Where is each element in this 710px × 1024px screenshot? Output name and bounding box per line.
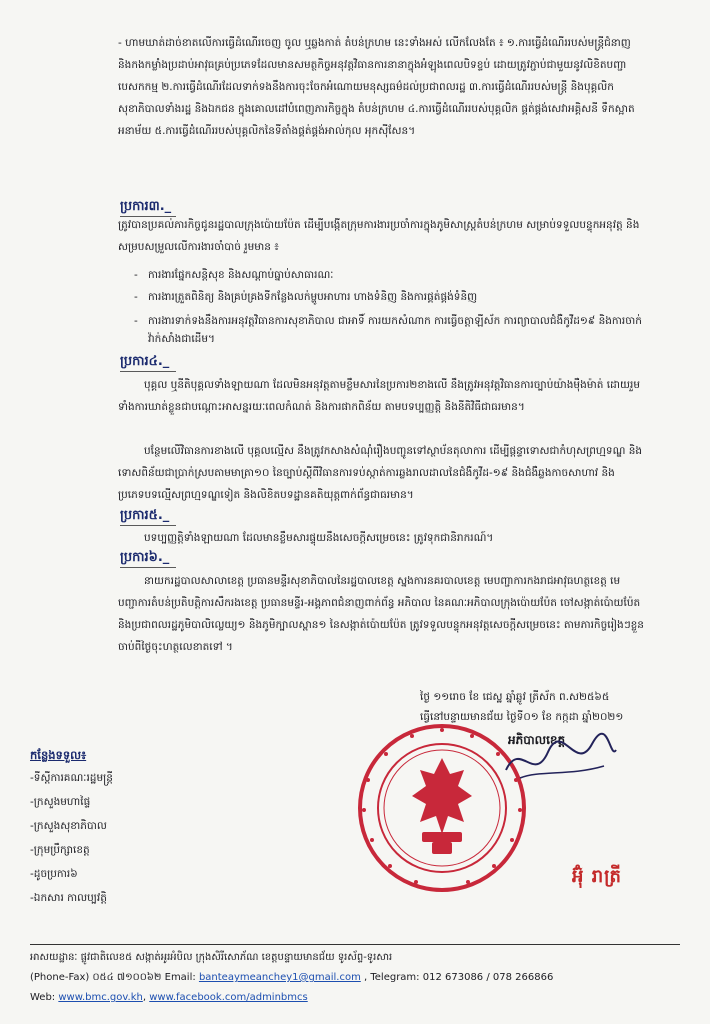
footer-separator: , (142, 992, 147, 1003)
date-solar: ធ្វើនៅបន្ទាយមានជ័យ ថ្ងៃទី០១ ខែ កក្កដា ឆ្នាំ២០២១ (420, 711, 624, 723)
footer-web-label: Web: (30, 992, 56, 1003)
bullet-item-2: - ការងារត្រួតពិនិត្យ និងគ្រប់គ្រងទីកន្លែងលក់ម្ហូបអាហារ ហាងទំនិញ និងការផ្គត់ផ្គង់ទំនិញ (148, 288, 650, 306)
footer-telegram: , Telegram: 012 673086 / 078 266866 (364, 972, 554, 983)
footer-address: អាសយដ្ឋានៈ ផ្លូវជាតិលេខ៥ សង្កាត់អូរអំបិល ក្រុងសិរីសោភ័ណ ខេត្តបន្ទាយមានជ័យ ទូរស័ព្ទ-ទូរសារ (30, 952, 393, 963)
footer-divider (30, 944, 680, 945)
cc-item: -ដូចប្រការ៦ (30, 868, 78, 880)
article-6-text: នាយករដ្ឋបាលសាលាខេត្ត ប្រធានមន្ទីរសុខាភិបាលនៃរដ្ឋបាលខេត្ត ស្នងការនគរបាលខេត្ត មេបញ្ជាការកងរាជអាវុធហត្ថខេត្ត មេបញ្ជាការតំបន់ប្រតិបត្តិការសឹករងខេត្ត ប្រធានមន្ទីរ-អង្គភាពជំនាញពាក់ព័ន្ធ អភិបាល នៃគណៈអភិបាលក្រុងប៉ោយប៉ែត ចៅសង្កាត់ប៉ោយប៉ែត និងប្រជាពលរដ្ឋភូមិបាលិល្លេយ្យ១ និងភូមិក្បាលស្ពាន១ នៃសង្កាត់ប៉ោយប៉ែត ត្រូវទទួលបន្ទុកអនុវត្តសេចក្តីសម្រេចនេះ តាមភារកិច្ចរៀងៗខ្លួន ចាប់ពីថ្ងៃចុះហត្ថលេខាតទៅ ។ (118, 575, 644, 653)
article-4-paragraph-2: បន្ថែមលើវិធានការខាងលើ បុគ្គលល្មើស នឹងត្រូវកសាងសំណុំរឿងបញ្ជូនទៅស្ថាប័នតុលាការ ដើម្បីផ្តន្ទាទោសជាកំហុសព្រហ្មទណ្ឌ និងទោសពិន័យជាប្រាក់ស្របតាមមាត្រា១០ នៃច្បាប់ស្តីពីវិធានការទប់ស្កាត់ការឆ្លងរាលដាលនៃជំងឺកូវីដ-១៩ និងជំងឺឆ្លងកាចសាហាវ និងប្រភេទបទល្មើសព្រហ្មទណ្ឌទៀត និងលិខិតបទដ្ឋានគតិយុត្តពាក់ព័ន្ធជាធរមាន។ (118, 445, 643, 501)
signature-mark (500, 730, 620, 790)
article-4-heading: ប្រការ៤._ (120, 354, 170, 369)
footer-facebook-link[interactable]: www.facebook.com/adminbmcs (149, 992, 308, 1003)
cc-item: -ក្រសួងមហាផ្ទៃ (30, 796, 91, 808)
cc-item: -ឯកសារ កាលប្បវត្តិ (30, 892, 107, 904)
footer-web (30, 990, 308, 1006)
article-5-heading: ប្រការ៥._ (120, 508, 170, 523)
cc-item: -ក្រុមប្រឹក្សាខេត្ត (30, 844, 90, 856)
article-6-underline (120, 567, 176, 568)
article-3-heading: ប្រការ៣._ (120, 199, 172, 214)
article-4-paragraph-1: បុគ្គល ឬនីតិបុគ្គលទាំងឡាយណា ដែលមិនអនុវត្តតាមខ្លឹមសារនៃប្រការ២ខាងលើ នឹងត្រូវអនុវត្តវិធានការច្បាប់យ៉ាងម៉ឺងម៉ាត់ ដោយរួមទាំងការឃាត់ខ្លួនជាបណ្តោះអាសន្នរយៈពេលកំណត់ និងការផាកពិន័យ តាមបទប្បញ្ញត្តិ និងនីតិវិធីជាធរមាន។ (118, 379, 641, 413)
article-6-heading: ប្រការ៦._ (120, 550, 170, 565)
cc-item: -ទីស្តីការគណៈរដ្ឋមន្ត្រី (30, 772, 113, 784)
article-4-underline (120, 371, 176, 372)
governor-title: អភិបាលខេត្ត (508, 733, 566, 747)
footer-phone: (Phone-Fax) ០៥៤ ៧១០០៦២ Email: (30, 972, 196, 983)
article-5-text: បទប្បញ្ញត្តិទាំងឡាយណា ដែលមានខ្លឹមសារផ្ទុយនឹងសេចក្តីសម្រេចនេះ ត្រូវទុកជានិរាករណ៍។ (144, 532, 494, 544)
bullet-item-1: - ការងារផ្នែកសន្តិសុខ និងសណ្តាប់ធ្នាប់សាធារណៈ (148, 266, 650, 284)
date-lunar: ថ្ងៃ ១១រោច ខែ ជេស្ឋ ឆ្នាំឆ្លូវ ត្រីស័ក ព.ស២៥៦៥ (420, 691, 610, 703)
article-3-text: ត្រូវបានប្រគល់ភារកិច្ចជូនរដ្ឋបាលក្រុងប៉ោយប៉ែត ដើម្បីបង្កើតក្រុមការងារប្រចាំការក្នុងភូមិសាស្ត្រតំបន់ក្រហម សម្រាប់ទទួលបន្ទុកអនុវត្ត និងសម្របសម្រួលលើការងារចាំបាច់ រួមមាន ៖ (118, 219, 640, 253)
footer-website-link[interactable]: www.bmc.gov.kh (58, 992, 143, 1003)
bullet-item-3: - ការងារទាក់ទងនឹងការអនុវត្តវិធានការសុខាភិបាល ជាអាទិ៍ ការយកសំណាក ការធ្វើចត្តាឡីស័ក ការព្យាបាលជំងឺកូវីដ១៩ និងការចាក់វ៉ាក់សាំងជាដើម។ (148, 312, 650, 348)
footer-email-link[interactable]: banteaymeanchey1@gmail.com (198, 972, 361, 983)
intro-paragraph: - ហាមឃាត់ដាច់ខាតលើការធ្វើដំណើរចេញ ចូល ឬឆ្លងកាត់ តំបន់ក្រហម នេះទាំងអស់ លើកលែងតែ ៖ ១.ការធ្វើដំណើររបស់មន្ត្រីជំនាញ និងកងកម្លាំងប្រដាប់អាវុធគ្រប់ប្រភេទដែលមានសមត្ថកិច្ចអនុវត្តវិធានការនានាក្នុងអំឡុងពេលបិទខ្ទប់ ដោយត្រូវភ្ជាប់ជាមួយនូវលិខិតបញ្ជាបេសកកម្ម ២.ការធ្វើដំណើរដែលទាក់ទងនឹងការចុះចែកអំណោយមនុស្សធម៌ដល់ប្រជាពលរដ្ឋ ៣.ការធ្វើដំណើររបស់មន្ត្រី និងបុគ្គលិក សុខាភិបាលទាំងរដ្ឋ និងឯកជន ក្នុងគោលដៅបំពេញភារកិច្ចក្នុង តំបន់ក្រហម ៤.ការធ្វើដំណើររបស់បុគ្គលិក ផ្គត់ផ្គង់សេវាអគ្គិសនី ទឹកស្អាត អនាម័យ ៥.ការធ្វើដំណើររបស់បុគ្គលិកនៃទីតាំងផ្គត់ផ្គង់អាល់កុល អុកស៊ីសែន។ (118, 37, 635, 137)
cc-title: កន្លែងទទួល៖ (30, 748, 87, 762)
cc-item: -ក្រសួងសុខាភិបាល (30, 820, 107, 832)
signer-name: អ៊ុំ រាត្រី (572, 866, 622, 887)
footer-contact (30, 970, 553, 986)
article-5-underline (120, 525, 176, 526)
